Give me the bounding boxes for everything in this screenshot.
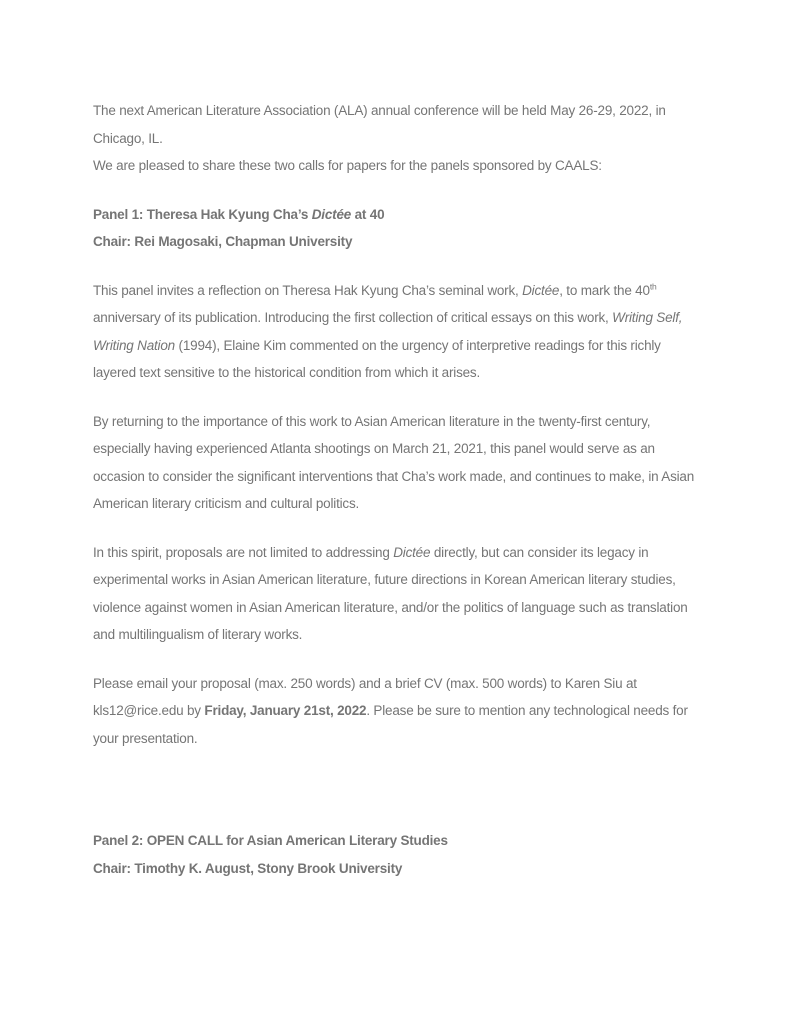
panel-1-submission [93,670,701,753]
text-segment: Panel 1: Theresa Hak Kyung Cha’s [93,206,312,222]
text-segment: Writing Self, Writing Nation [93,310,683,353]
text-segment: We are pleased to share these two calls for papers for the panels sponsored by CAALS: [93,158,602,173]
text-segment: By returning to the importance of this work to Asian American literature in the twenty-first century, especially having experienced Atlanta shootings on March 21, 2021, this panel would serve as an occasion to consider the significant interventions that Cha’s work made, and continues to make, in Asian American literary criticism and cultural politics. [93,413,695,511]
intro-paragraph [93,97,701,180]
text-segment: th [649,281,657,291]
panel-2-heading [93,827,701,882]
text-segment: . Please be sure to mention any technological needs for your presentation. [93,703,688,746]
text-segment: anniversary of its publication. Introducing the first collection of critical essays on this work, [93,310,613,325]
text-segment: Dictée [311,206,352,222]
text-segment: Please email your proposal (max. 250 words) and a brief CV (max. 500 words) to Karen Siu at kls12@rice.edu by [93,675,637,718]
text-segment: Dictée [522,282,560,298]
panel-1-context [93,408,701,518]
text-segment: (1994), Elaine Kim commented on the urgency of interpretive readings for this richly layered text sensitive to the historical condition from which it arises. [93,337,661,380]
text-segment: Friday, January 21st, 2022 [204,703,367,718]
text-segment: Chair: Timothy K. August, Stony Brook University [93,860,403,876]
section-spacer [93,773,701,827]
panel-1-heading [93,201,701,256]
text-segment: Chair: Rei Magosaki, Chapman University [93,234,353,249]
text-segment: The next American Literature Association (ALA) annual conference will be held May 26-29, 2022, in Chicago, IL. [93,103,666,146]
text-segment: Dictée [393,544,431,560]
text-segment: This panel invites a reflection on Theresa Hak Kyung Cha’s seminal work, [93,282,523,298]
text-segment: at 40 [351,206,385,222]
text-segment: , to mark the 40 [559,282,650,298]
panel-1-description [93,277,701,387]
panel-1-topics [93,539,701,649]
text-segment: directly, but can consider its legacy in experimental works in Asian American literature, future directions in Korean American literary studies, violence against women in Asian American literature, and/or the politics of language such as translation and multilingualism of literary works. [93,544,688,642]
text-segment: Panel 2: OPEN CALL for Asian American Literary Studies [93,833,448,848]
text-segment: In this spirit, proposals are not limited to addressing [93,544,394,560]
